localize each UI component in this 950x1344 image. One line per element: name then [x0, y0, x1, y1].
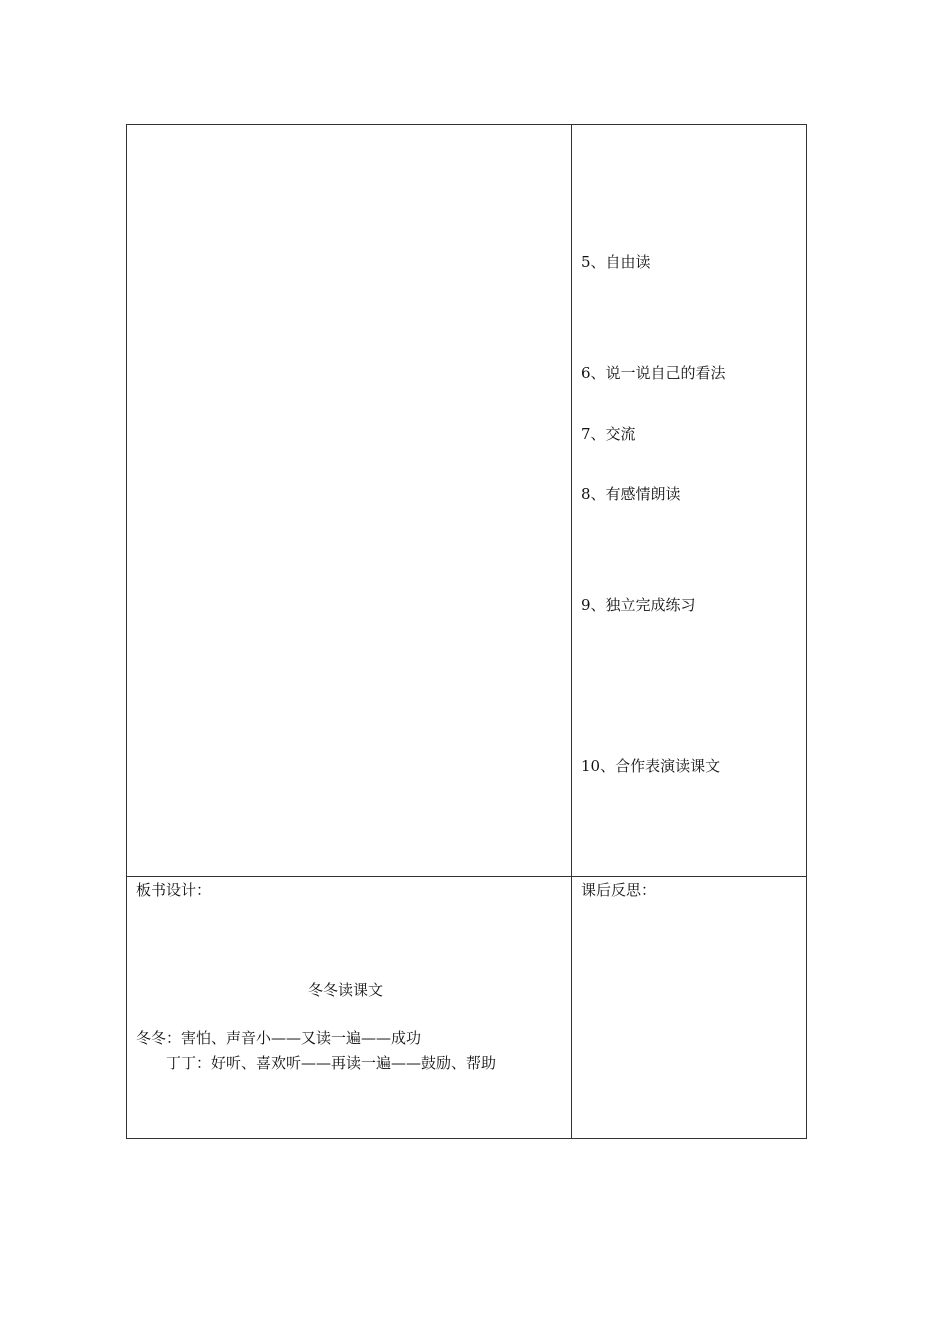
step-5: 5、自由读: [581, 253, 651, 271]
step-10: 10、合作表演读课文: [581, 757, 721, 775]
step-6: 6、说一说自己的看法: [581, 364, 726, 382]
board-design-label: 板书设计：: [136, 881, 212, 899]
table-column-divider: [571, 124, 572, 1139]
reflection-label: 课后反思：: [581, 881, 657, 899]
step-7: 7、交流: [581, 425, 636, 443]
table-row-divider: [126, 876, 807, 877]
board-title: 冬冬读课文: [308, 981, 384, 999]
board-line-dongdong: 冬冬：害怕、声音小——又读一遍——成功: [136, 1029, 422, 1047]
board-line-dingding: 丁丁：好听、喜欢听——再读一遍——鼓励、帮助: [166, 1054, 497, 1072]
lesson-table: [126, 124, 807, 1139]
step-9: 9、独立完成练习: [581, 596, 696, 614]
step-8: 8、有感情朗读: [581, 485, 681, 503]
